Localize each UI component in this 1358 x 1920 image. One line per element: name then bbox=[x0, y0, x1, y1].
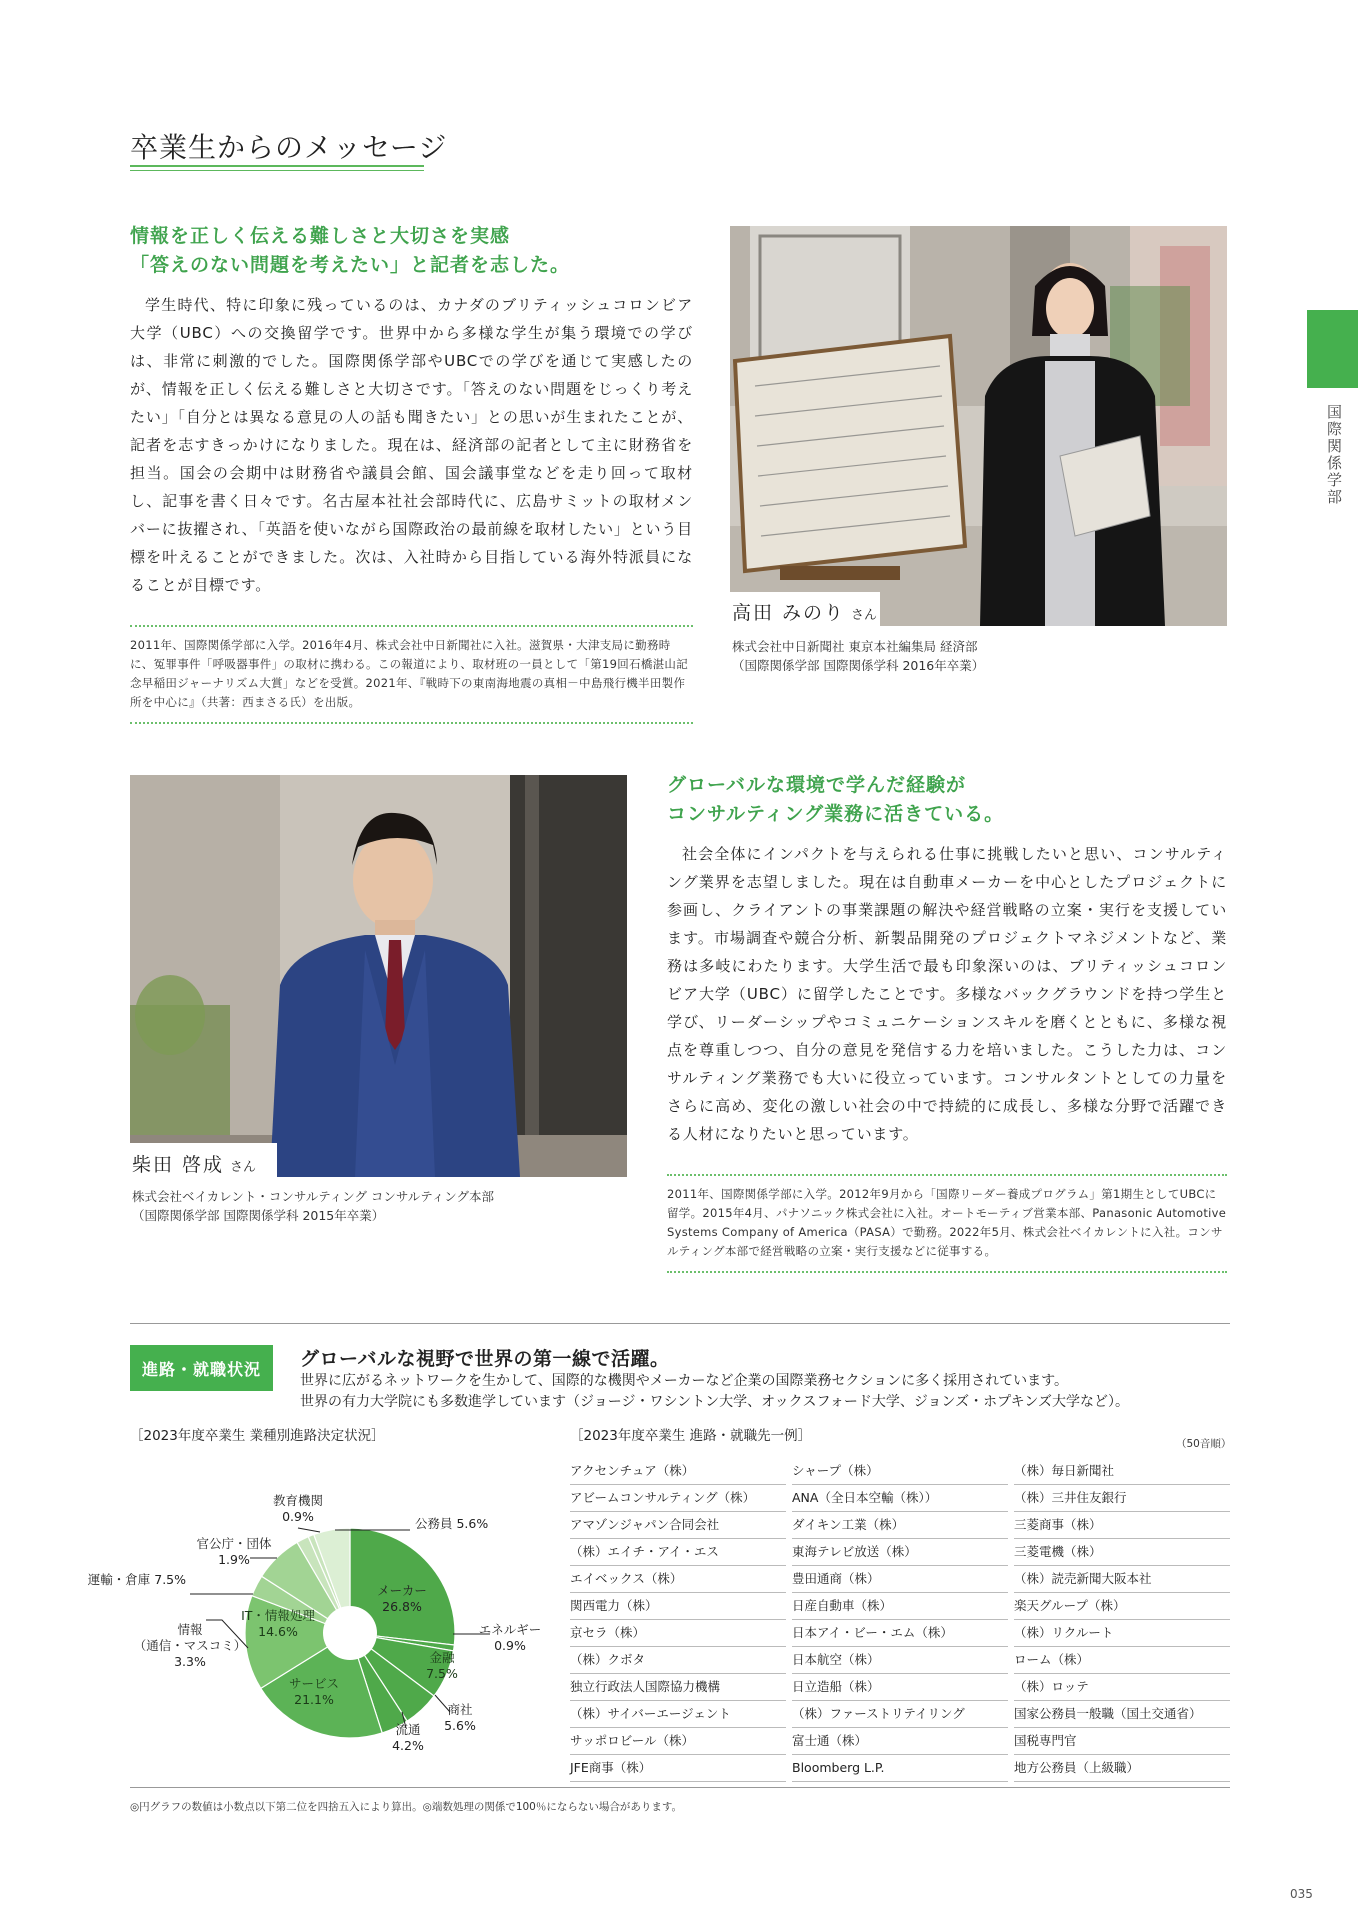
pie-chart-svg bbox=[87, 1450, 560, 1780]
company-column-1 bbox=[570, 1458, 786, 1782]
company-item: アビームコンサルティング（株） bbox=[570, 1485, 786, 1512]
alumni1-body: 学生時代、特に印象に残っているのは、カナダのブリティッシュコロンビア大学（UBC）への交換留学です。世界中から多様な学生が集う環境での学びは、非常に刺激的でした。国際関係学部やUBCでの学びを通じて実感したのが、情報を正しく伝える難しさと大切さです。「答えのない問題をじっくり考えたい」「自分とは異なる意見の人の話も聞きたい」との思いが生まれたことが、記者を志すきっかけになりました。現在は、経済部の記者として主に財務省を担当。国会の会期中は財務省や議員会館、国会議事堂などを走り回って取材し、記事を書く日々です。名古屋本社社会部時代に、広島サミットの取材メンバーに抜擢され、「英語を使いながら国際政治の最前線を取材したい」という目標を叶えることができました。次は、入社時から目指している海外特派員になることが目標です。 bbox=[130, 296, 693, 594]
pie-label: サービス bbox=[288, 1676, 340, 1691]
alumni2-affiliation bbox=[132, 1187, 632, 1225]
company-item: （株）読売新聞大阪本社 bbox=[1014, 1566, 1230, 1593]
side-tab bbox=[1307, 310, 1358, 388]
company-item: 日立造船（株） bbox=[792, 1674, 1008, 1701]
alumni1-headline bbox=[130, 222, 710, 280]
pie-label: 5.6% bbox=[444, 1718, 476, 1733]
company-item: 三菱電機（株） bbox=[1014, 1539, 1230, 1566]
section-title: 卒業生からのメッセージ bbox=[130, 131, 448, 164]
company-item: 京セラ（株） bbox=[570, 1620, 786, 1647]
alumni1-name bbox=[732, 598, 877, 625]
alumni1-photo bbox=[730, 226, 1227, 626]
company-item: 地方公務員（上級職） bbox=[1014, 1755, 1230, 1782]
company-item: 関西電力（株） bbox=[570, 1593, 786, 1620]
alumni2-headline-line1: グローバルな環境で学んだ経験が bbox=[667, 774, 967, 796]
pie-chart bbox=[87, 1450, 560, 1780]
company-item: サッポロビール（株） bbox=[570, 1728, 786, 1755]
alumni1-aff-company: 株式会社中日新聞社 東京本社編集局 経済部 bbox=[732, 639, 978, 654]
company-item: 日本航空（株） bbox=[792, 1647, 1008, 1674]
company-item: 東海テレビ放送（株） bbox=[792, 1539, 1008, 1566]
company-item: 日産自動車（株） bbox=[792, 1593, 1008, 1620]
alumni2-san: さん bbox=[230, 1160, 257, 1175]
company-item: 豊田通商（株） bbox=[792, 1566, 1008, 1593]
alumni2-body: 社会全体にインパクトを与えられる仕事に挑戦したいと思い、コンサルティング業界を志望しました。現在は自動車メーカーを中心としたプロジェクトに参画し、クライアントの事業課題の解決や経営戦略の立案・実行を支援しています。市場調査や競合分析、新製品開発のプロジェクトマネジメントなど、業務は多岐にわたります。大学生活で最も印象深いのは、ブリティッシュコロンビア大学（UBC）に留学したことです。多様なバックグラウンドを持つ学生と学び、リーダーシップやコミュニケーションスキルを磨くとともに、多様な視点を尊重しつつ、自分の意見を発信する力を培いました。こうした力は、コンサルティング業務でも大いに役立っています。コンサルタントとしての力量をさらに高め、変化の激しい社会の中で持続的に成長し、多様な分野で活躍できる人材になりたいと思っています。 bbox=[667, 845, 1227, 1143]
pie-label: 金融 bbox=[429, 1650, 455, 1665]
pie-label: 流通 bbox=[395, 1722, 421, 1737]
company-item: （株）ロッテ bbox=[1014, 1674, 1230, 1701]
pie-label: （通信・マスコミ） bbox=[133, 1638, 247, 1653]
pie-label: 教育機関 bbox=[272, 1493, 324, 1508]
pie-label: 21.1% bbox=[294, 1692, 334, 1707]
pie-label: 情報 bbox=[177, 1622, 203, 1637]
pie-label: メーカー bbox=[377, 1583, 427, 1598]
company-item: （株）リクルート bbox=[1014, 1620, 1230, 1647]
company-item: Bloomberg L.P. bbox=[792, 1755, 1008, 1782]
company-item: アクセンチュア（株） bbox=[570, 1458, 786, 1485]
company-item: （株）三井住友銀行 bbox=[1014, 1485, 1230, 1512]
company-column-2 bbox=[792, 1458, 1008, 1782]
alumni1-note-bottom-rule bbox=[130, 722, 693, 724]
company-item: （株）毎日新聞社 bbox=[1014, 1458, 1230, 1485]
alumni1-headline-line1: 情報を正しく伝える難しさと大切さを実感 bbox=[130, 225, 511, 247]
pie-label: IT・情報処理 bbox=[241, 1608, 315, 1623]
list-order-note: （50音順） bbox=[1176, 1438, 1232, 1450]
company-item: 独立行政法人国際協力機構 bbox=[570, 1674, 786, 1701]
alumni1-headline-line2: 「答えのない問題を考えたい」と記者を志した。 bbox=[130, 254, 571, 276]
alumni1-san: さん bbox=[851, 608, 878, 623]
pie-heading: ［2023年度卒業生 業種別進路決定状況］ bbox=[130, 1428, 385, 1444]
pie-label: 0.9% bbox=[282, 1509, 314, 1524]
company-item: 楽天グループ（株） bbox=[1014, 1593, 1230, 1620]
pie-label: 26.8% bbox=[382, 1599, 422, 1614]
alumni2-name bbox=[132, 1150, 256, 1177]
title-underline-thin bbox=[130, 170, 424, 171]
pie-label: 1.9% bbox=[218, 1552, 250, 1567]
pie-label: 官公庁・団体 bbox=[196, 1536, 272, 1551]
company-list bbox=[570, 1458, 1230, 1782]
career-bottom-rule bbox=[130, 1787, 1230, 1788]
career-desc-line1: 世界に広がるネットワークを生かして、国際的な機関やメーカーなど企業の国際業務セクションに多く採用されています。 bbox=[300, 1373, 1069, 1389]
company-item: （株）ファーストリテイリング bbox=[792, 1701, 1008, 1728]
pie-label: 7.5% bbox=[426, 1666, 458, 1681]
company-item: ダイキン工業（株） bbox=[792, 1512, 1008, 1539]
pie-label: 0.9% bbox=[494, 1638, 526, 1653]
company-item: ローム（株） bbox=[1014, 1647, 1230, 1674]
career-top-rule bbox=[130, 1323, 1230, 1324]
footnote: ◎円グラフの数値は小数点以下第二位を四捨五入により算出。◎端数処理の関係で100％にならない場合があります。 bbox=[130, 1801, 683, 1813]
alumni2-note-top-rule bbox=[667, 1174, 1227, 1176]
pie-label: 運輸・倉庫 7.5% bbox=[87, 1572, 186, 1587]
company-item: 三菱商事（株） bbox=[1014, 1512, 1230, 1539]
alumni2-headline bbox=[667, 771, 1227, 829]
pie-label: 商社 bbox=[447, 1702, 473, 1717]
pie-label: エネルギー bbox=[478, 1622, 542, 1637]
company-item: JFE商事（株） bbox=[570, 1755, 786, 1782]
alumni2-career-note: 2011年、国際関係学部に入学。2012年9月から「国際リーダー養成プログラム」第1期生としてUBCに留学。2015年4月、パナソニック株式会社に入社。オートモーティブ営業本部、Panasonic Automotive Systems Company of America（PASA）で勤務。2022年5月、株式会社ベイカレントに入社。コンサルティング本部で経営戦略の立案・実行支援などに従事する。 bbox=[667, 1187, 1227, 1258]
company-item: 国家公務員一般職（国土交通省） bbox=[1014, 1701, 1230, 1728]
company-item: ANA（全日本空輸（株）） bbox=[792, 1485, 1008, 1512]
alumni2-aff-dept: （国際関係学部 国際関係学科 2015年卒業） bbox=[132, 1208, 385, 1223]
alumni1-affiliation bbox=[732, 637, 1212, 675]
alumni1-aff-dept: （国際関係学部 国際関係学科 2016年卒業） bbox=[732, 658, 985, 673]
pie-label: 3.3% bbox=[174, 1654, 206, 1669]
alumni1-career-note: 2011年、国際関係学部に入学。2016年4月、株式会社中日新聞社に入社。滋賀県・大津支局に勤務時に、冤罪事件「呼吸器事件」の取材に携わる。この報道により、取材班の一員として「第19回石橋湛山記念早稲田ジャーナリズム大賞」などを受賞。2021年、『戦時下の東南海地震の真相－中島飛行機半田製作所を中心に』（共著：西まさる氏）を出版。 bbox=[130, 638, 689, 709]
pie-label: 公務員 5.6% bbox=[415, 1516, 489, 1531]
side-label: 国際関係学部 bbox=[1325, 404, 1343, 506]
list-heading: ［2023年度卒業生 進路・就職先一例］ bbox=[570, 1428, 812, 1444]
company-item: 国税専門官 bbox=[1014, 1728, 1230, 1755]
career-desc-line2: 世界の有力大学院にも多数進学しています（ジョージ・ワシントン大学、オックスフォード大学、ジョンズ・ホプキンズ大学など）。 bbox=[300, 1394, 1130, 1410]
alumni2-name-text: 柴田 啓成 bbox=[132, 1154, 225, 1176]
pie-leader-line bbox=[298, 1528, 320, 1532]
pie-hole bbox=[323, 1606, 377, 1660]
company-item: （株）クボタ bbox=[570, 1647, 786, 1674]
pie-label: 14.6% bbox=[258, 1624, 298, 1639]
company-column-3 bbox=[1014, 1458, 1230, 1782]
alumni1-name-text: 高田 みのり bbox=[732, 602, 846, 624]
company-item: 日本アイ・ビー・エム（株） bbox=[792, 1620, 1008, 1647]
career-badge: 進路・就職状況 bbox=[130, 1345, 273, 1391]
alumni2-headline-line2: コンサルティング業務に活きている。 bbox=[667, 803, 1005, 825]
career-title: グローバルな視野で世界の第一線で活躍。 bbox=[300, 1348, 670, 1370]
alumni1-note-top-rule bbox=[130, 625, 693, 627]
career-description bbox=[300, 1371, 1240, 1413]
company-item: （株）サイバーエージェント bbox=[570, 1701, 786, 1728]
title-underline bbox=[130, 165, 424, 167]
company-item: アマゾンジャパン合同会社 bbox=[570, 1512, 786, 1539]
pie-label: 4.2% bbox=[392, 1738, 424, 1753]
alumni2-note-bottom-rule bbox=[667, 1271, 1227, 1273]
company-item: エイベックス（株） bbox=[570, 1566, 786, 1593]
company-item: シャープ（株） bbox=[792, 1458, 1008, 1485]
company-item: 富士通（株） bbox=[792, 1728, 1008, 1755]
alumni2-aff-company: 株式会社ベイカレント・コンサルティング コンサルティング本部 bbox=[132, 1189, 495, 1204]
alumni2-photo bbox=[130, 775, 627, 1177]
page-number: 035 bbox=[1290, 1887, 1313, 1901]
company-item: （株）エイチ・アイ・エス bbox=[570, 1539, 786, 1566]
